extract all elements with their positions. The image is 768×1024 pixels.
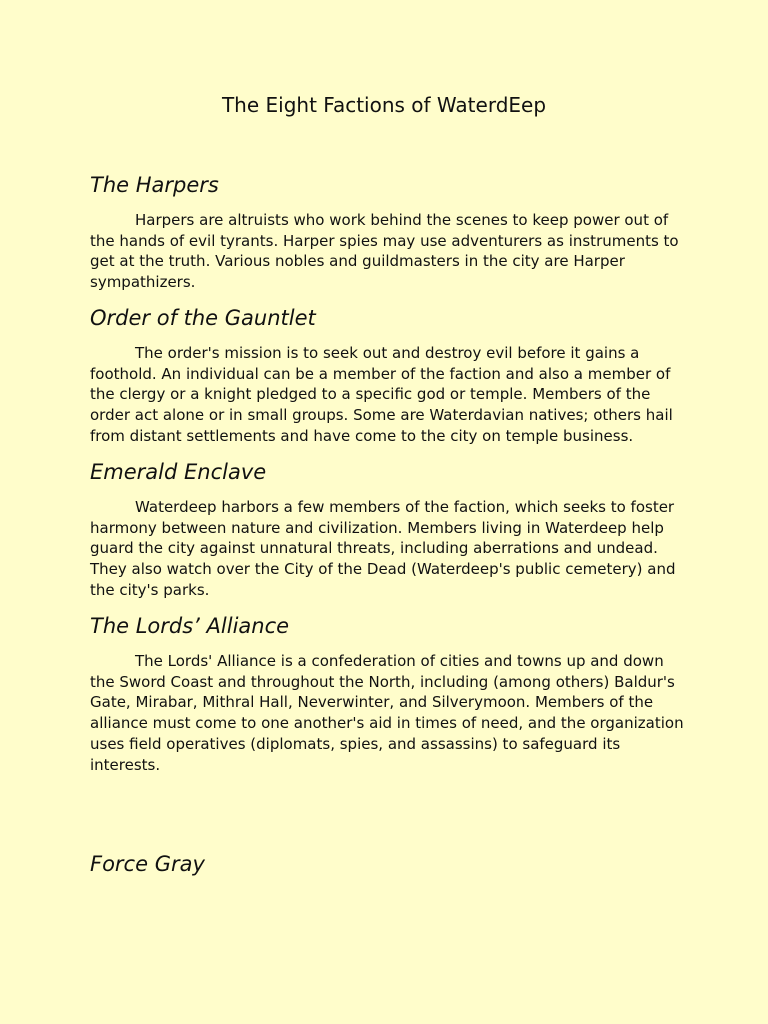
- section-paragraph: Harpers are altruists who work behind the scenes to keep power out of the hands of evil tyrants. Harper spies may use adventurers as instruments to get at the truth. Various nobles and guildmasters in the city are Harper sympathizers.: [90, 211, 679, 292]
- section-paragraph: The order's mission is to seek out and destroy evil before it gains a foothold. An individual can be a member of the faction and also a member of the clergy or a knight pledged to a specific god or temple. Members of the order act alone or in small groups. Some are Waterdavian natives; others hail from distant settlements and have come to the city on temple business.: [90, 344, 673, 445]
- section-order-of-the-gauntlet: [90, 304, 685, 447]
- section-emerald-enclave: [90, 458, 685, 601]
- section-paragraph: Waterdeep harbors a few members of the faction, which seeks to foster harmony between nature and civilization. Members living in Waterdeep help guard the city against unnatural threats, including aberrations and undead. They also watch over the City of the Dead (Waterdeep's public cemetery) and the city's parks.: [90, 498, 676, 599]
- section-heading: Order of the Gauntlet: [90, 306, 316, 330]
- section-force-gray: [90, 850, 685, 878]
- section-heading: Force Gray: [90, 852, 205, 876]
- section-heading: Emerald Enclave: [90, 460, 267, 484]
- section-heading: The Harpers: [90, 173, 219, 197]
- section-paragraph: The Lords' Alliance is a confederation of cities and towns up and down the Sword Coast and throughout the North, including (among others) Baldur's Gate, Mirabar, Mithral Hall, Neverwinter, and Silverymoon. Members of the alliance must come to one another's aid in times of need, and the organization uses field operatives (diplomats, spies, and assassins) to safeguard its interests.: [90, 652, 684, 774]
- page-title: The Eight Factions of WaterdEep: [221, 93, 547, 117]
- section-the-lords-alliance: [90, 612, 685, 775]
- section-heading: The Lords’ Alliance: [90, 614, 290, 638]
- section-the-harpers: [90, 171, 685, 293]
